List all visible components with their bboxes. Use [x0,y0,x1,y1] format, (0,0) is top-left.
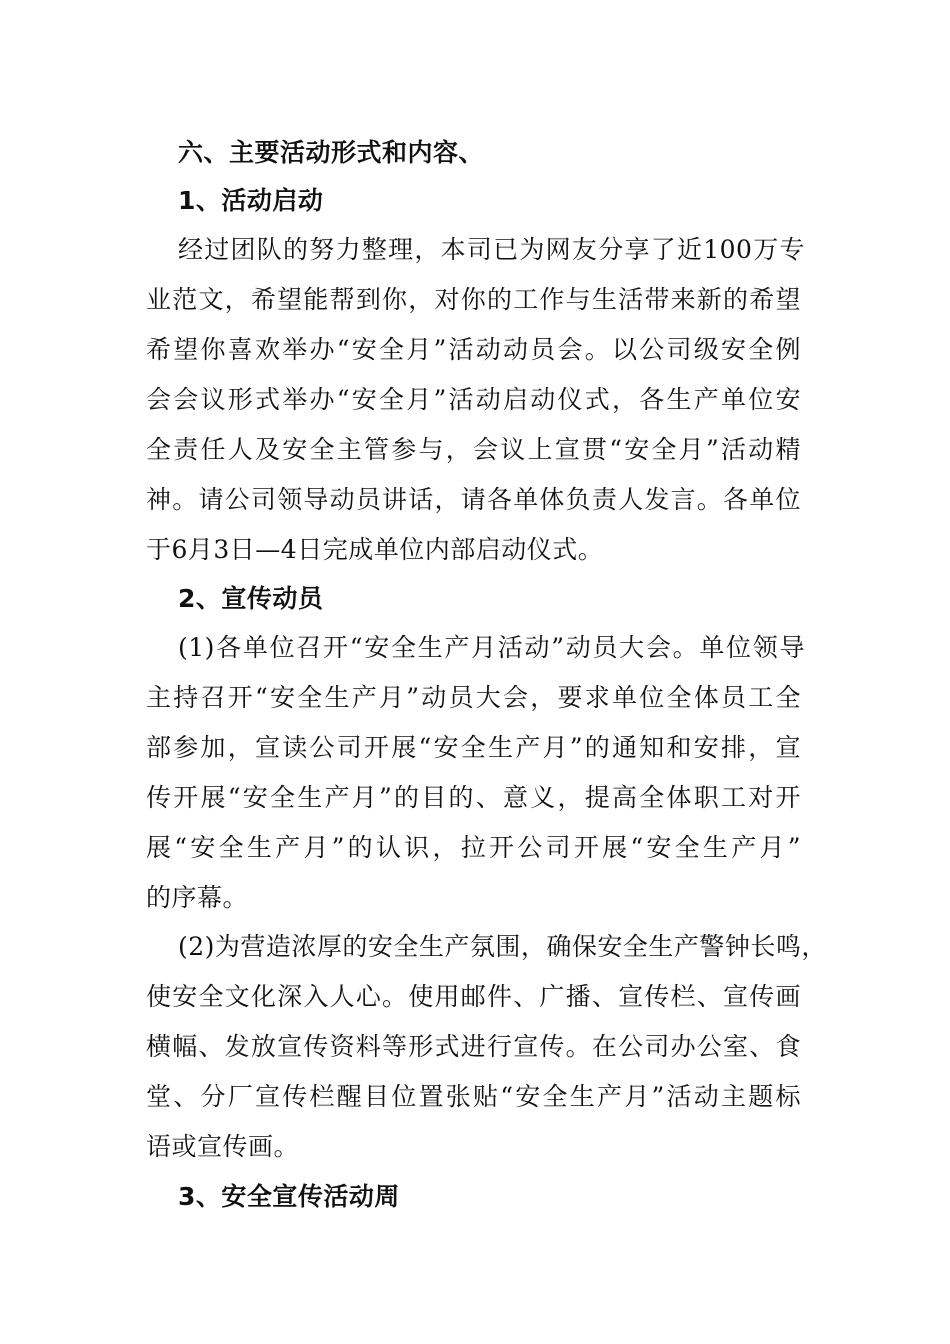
paragraph-line: 会会议形式举办“安全月”活动启动仪式，各生产单位安 [146,385,801,414]
paragraph-line: 使安全文化深入人心。使用邮件、广播、宣传栏、宣传画 [146,982,801,1011]
item-3-heading: 3、安全宣传活动周 [178,1182,400,1211]
item-1-heading: 1、活动启动 [178,186,324,215]
item-2-heading: 2、宣传动员 [178,584,324,613]
paragraph-line: 堂、分厂宣传栏醒目位置张贴“安全生产月”活动主题标 [146,1082,801,1111]
paragraph-line: 业范文，希望能帮到你，对你的工作与生活带来新的希望 [146,285,801,314]
paragraph-line: 于6月3日—4日完成单位内部启动仪式。 [146,535,604,564]
paragraph-line: 经过团队的努力整理，本司已为网友分享了近100万专 [178,235,805,264]
paragraph-line: 部参加，宣读公司开展“安全生产月”的通知和安排，宣 [146,733,801,762]
paragraph-line: (2)为营造浓厚的安全生产氛围，确保安全生产警钟长鸣， [178,932,827,961]
paragraph-line: 的序幕。 [146,883,249,912]
paragraph-line: 传开展“安全生产月”的目的、意义，提高全体职工对开 [146,783,801,812]
paragraph-line: 展“安全生产月”的认识，拉开公司开展“安全生产月” [146,833,801,862]
paragraph-line: 主持召开“安全生产月”动员大会，要求单位全体员工全 [146,683,801,712]
paragraph-line: 语或宣传画。 [146,1132,300,1161]
paragraph-line: 横幅、发放宣传资料等形式进行宣传。在公司办公室、食 [146,1032,801,1061]
paragraph-line: 全责任人及安全主管参与，会议上宣贯“安全月”活动精 [146,435,801,464]
paragraph-line: 神。请公司领导动员讲话，请各单体负责人发言。各单位 [146,485,801,514]
paragraph-line: (1)各单位召开“安全生产月活动”动员大会。单位领导 [178,633,805,662]
section-heading: 六、主要活动形式和内容、 [178,138,485,167]
paragraph-line: 希望你喜欢举办“安全月”活动动员会。以公司级安全例 [146,335,801,364]
